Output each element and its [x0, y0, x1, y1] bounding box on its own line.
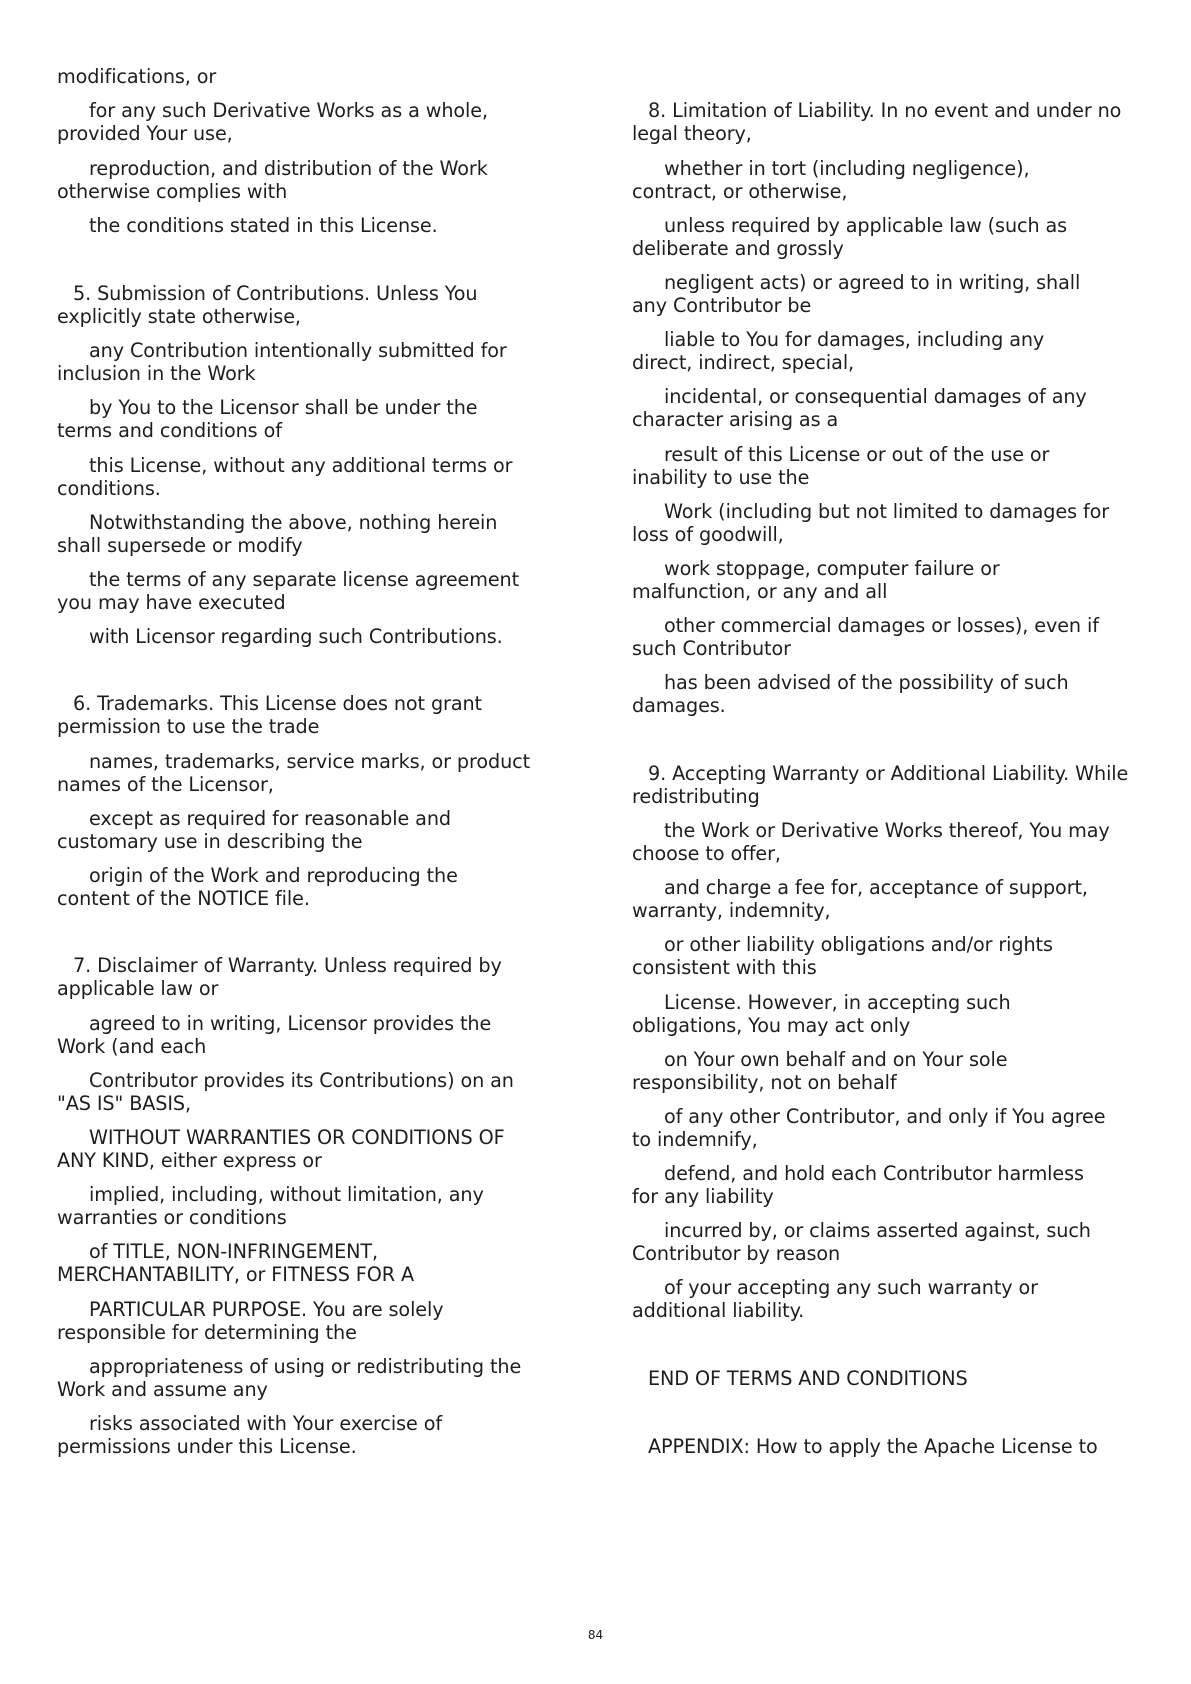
line-text: damages. — [632, 694, 726, 717]
right-text-line — [632, 270, 1080, 295]
line-text: Work (and each — [57, 1035, 207, 1058]
line-text: the terms of any separate license agreement — [89, 568, 520, 591]
line-text: the conditions stated in this License. — [89, 214, 438, 237]
line-text: deliberate and grossly — [632, 237, 844, 260]
line-text: "AS IS" BASIS, — [57, 1092, 191, 1115]
line-text: or other liability obligations and/or rights — [664, 933, 1053, 956]
line-text: except as required for reasonable and — [89, 807, 451, 830]
line-text: the Work or Derivative Works thereof, You may — [664, 819, 1110, 842]
left-text-line — [57, 1205, 287, 1230]
left-text-line — [57, 714, 319, 739]
right-text-line — [632, 579, 887, 604]
line-text: WITHOUT WARRANTIES OR CONDITIONS OF — [89, 1126, 505, 1149]
right-text-line — [632, 499, 1109, 524]
line-text: negligent acts) or agreed to in writing, shall — [664, 271, 1081, 294]
line-text: loss of goodwill, — [632, 523, 784, 546]
right-text-line — [632, 1184, 774, 1209]
right-text-line — [632, 1298, 804, 1323]
line-text: obligations, You may act only — [632, 1014, 911, 1037]
line-text: choose to offer, — [632, 842, 781, 865]
right-text-line — [632, 407, 838, 432]
left-text-line — [57, 1034, 206, 1059]
line-text: responsibility, not on behalf — [632, 1071, 897, 1094]
left-text-line — [57, 749, 530, 774]
left-text-line — [57, 863, 458, 888]
right-text-line — [632, 236, 844, 261]
left-text-line — [57, 1262, 414, 1287]
line-text: PARTICULAR PURPOSE. You are solely — [89, 1298, 444, 1321]
right-text-line — [632, 121, 752, 146]
line-text: responsible for determining the — [57, 1321, 357, 1344]
line-text: Work and assume any — [57, 1378, 268, 1401]
left-text-line — [57, 1182, 484, 1207]
right-text-line — [632, 384, 1087, 409]
line-text: such Contributor — [632, 637, 791, 660]
line-text: shall supersede or modify — [57, 534, 303, 557]
left-text-line — [57, 361, 256, 386]
line-text: 5. Submission of Contributions. Unless You — [73, 282, 478, 305]
line-text: content of the NOTICE file. — [57, 887, 310, 910]
right-text-line — [632, 1070, 897, 1095]
left-text-line — [57, 1011, 491, 1036]
line-text: incurred by, or claims asserted against, such — [664, 1219, 1091, 1242]
right-text-line — [632, 1013, 910, 1038]
line-text: applicable law or — [57, 977, 219, 1000]
right-text-line — [632, 841, 781, 866]
left-text-line — [57, 1354, 521, 1379]
line-text: defend, and hold each Contributor harmless — [664, 1162, 1084, 1185]
right-text-line — [632, 98, 1121, 123]
line-text: origin of the Work and reproducing the — [89, 864, 458, 887]
line-text: Notwithstanding the above, nothing herein — [89, 511, 498, 534]
right-text-line — [632, 1047, 1007, 1072]
line-text: for any such Derivative Works as a whole, — [89, 99, 488, 122]
line-text: has been advised of the possibility of such — [664, 671, 1069, 694]
left-text-line — [57, 1377, 268, 1402]
line-text: Contributor provides its Contributions) on an — [89, 1069, 514, 1092]
left-text-line — [57, 338, 507, 363]
line-text: character arising as a — [632, 408, 839, 431]
line-text: redistributing — [632, 785, 760, 808]
right-text-line — [632, 1161, 1084, 1186]
line-text: APPENDIX: How to apply the Apache License to — [648, 1435, 1098, 1458]
line-text: 8. Limitation of Liability. In no event and under no — [648, 99, 1122, 122]
line-text: otherwise complies with — [57, 180, 288, 203]
left-text-line — [57, 1091, 191, 1116]
left-text-line — [57, 395, 477, 420]
left-text-line — [57, 590, 286, 615]
right-text-line — [632, 670, 1069, 695]
right-text-line — [632, 1241, 840, 1266]
right-text-line — [632, 990, 1011, 1015]
left-text-line — [57, 121, 233, 146]
line-text: and charge a fee for, acceptance of support, — [664, 876, 1088, 899]
left-text-line — [57, 304, 301, 329]
line-text: on Your own behalf and on Your sole — [664, 1048, 1008, 1071]
line-text: END OF TERMS AND CONDITIONS — [648, 1367, 968, 1390]
left-text-line — [57, 1411, 442, 1436]
left-text-line — [57, 453, 512, 478]
line-text: malfunction, or any and all — [632, 580, 888, 603]
line-text: explicitly state otherwise, — [57, 305, 301, 328]
line-text: warranties or conditions — [57, 1206, 287, 1229]
line-text: additional liability. — [632, 1299, 805, 1322]
right-text-line — [632, 1127, 758, 1152]
line-text: this License, without any additional terms or — [89, 454, 513, 477]
right-text-line — [632, 556, 1000, 581]
right-text-line — [632, 1218, 1091, 1243]
left-text-line — [57, 1434, 357, 1459]
line-text: for any liability — [632, 1185, 774, 1208]
line-text: implied, including, without limitation, any — [89, 1183, 484, 1206]
line-text: Work (including but not limited to damages for — [664, 500, 1110, 523]
right-text-line — [632, 293, 811, 318]
left-text-line — [57, 1068, 514, 1093]
right-text-line — [632, 465, 809, 490]
left-text-line — [57, 772, 274, 797]
right-text-line — [632, 1366, 968, 1391]
line-text: terms and conditions of — [57, 419, 282, 442]
right-text-line — [632, 1104, 1105, 1129]
left-text-line — [57, 1320, 357, 1345]
line-text: appropriateness of using or redistributing the — [89, 1355, 522, 1378]
line-text: ANY KIND, either express or — [57, 1149, 322, 1172]
line-text: direct, indirect, special, — [632, 351, 855, 374]
line-text: customary use in describing the — [57, 830, 363, 853]
right-text-line — [632, 636, 791, 661]
line-text: License. However, in accepting such — [664, 991, 1011, 1014]
right-text-line — [632, 1434, 1098, 1459]
left-text-line — [57, 213, 438, 238]
right-text-line — [632, 898, 831, 923]
line-text: with Licensor regarding such Contributions. — [89, 625, 503, 648]
line-text: to indemnify, — [632, 1128, 758, 1151]
line-text: conditions. — [57, 477, 161, 500]
right-text-line — [632, 350, 854, 375]
line-text: whether in tort (including negligence), — [664, 157, 1030, 180]
left-text-line — [57, 533, 303, 558]
line-text: incidental, or consequential damages of any — [664, 385, 1087, 408]
line-text: MERCHANTABILITY, or FITNESS FOR A — [57, 1263, 414, 1286]
left-text-line — [57, 64, 216, 89]
line-text: warranty, indemnity, — [632, 899, 831, 922]
right-text-line — [632, 442, 1049, 467]
line-text: inclusion in the Work — [57, 362, 256, 385]
line-text: of your accepting any such warranty or — [664, 1276, 1038, 1299]
left-text-line — [57, 1148, 322, 1173]
right-text-line — [632, 875, 1088, 900]
line-text: permissions under this License. — [57, 1435, 357, 1458]
line-text: result of this License or out of the use or — [664, 443, 1050, 466]
left-text-line — [57, 1125, 505, 1150]
line-text: 6. Trademarks. This License does not grant — [73, 692, 482, 715]
right-text-line — [632, 213, 1067, 238]
right-text-line — [632, 613, 1099, 638]
right-text-line — [632, 955, 817, 980]
line-text: unless required by applicable law (such as — [664, 214, 1068, 237]
right-text-line — [632, 156, 1029, 181]
left-text-line — [57, 886, 310, 911]
line-text: names, trademarks, service marks, or product — [89, 750, 531, 773]
left-text-line — [57, 1239, 378, 1264]
left-text-line — [57, 1297, 444, 1322]
line-text: any Contributor be — [632, 294, 812, 317]
line-text: liable to You for damages, including any — [664, 328, 1045, 351]
line-text: modifications, or — [57, 65, 217, 88]
line-text: consistent with this — [632, 956, 817, 979]
page-number: 84 — [587, 1628, 604, 1642]
right-text-line — [632, 327, 1044, 352]
left-text-line — [57, 976, 218, 1001]
line-text: any Contribution intentionally submitted for — [89, 339, 507, 362]
line-text: provided Your use, — [57, 122, 233, 145]
left-text-line — [57, 806, 451, 831]
right-text-line — [632, 522, 784, 547]
line-text: of any other Contributor, and only if You agree — [664, 1105, 1106, 1128]
left-text-line — [57, 510, 497, 535]
line-text: 7. Disclaimer of Warranty. Unless required by — [73, 954, 502, 977]
left-text-line — [57, 829, 363, 854]
line-text: legal theory, — [632, 122, 752, 145]
right-text-line — [632, 179, 847, 204]
line-text: other commercial damages or losses), even if — [664, 614, 1099, 637]
left-text-line — [57, 281, 478, 306]
left-text-line — [57, 691, 482, 716]
line-text: risks associated with Your exercise of — [89, 1412, 443, 1435]
left-text-line — [57, 98, 488, 123]
line-text: by You to the Licensor shall be under the — [89, 396, 478, 419]
right-text-line — [632, 784, 760, 809]
right-text-line — [632, 818, 1110, 843]
line-text: you may have executed — [57, 591, 286, 614]
line-text: names of the Licensor, — [57, 773, 274, 796]
line-text: inability to use the — [632, 466, 810, 489]
line-text: Contributor by reason — [632, 1242, 841, 1265]
left-text-line — [57, 624, 503, 649]
right-text-line — [632, 761, 1128, 786]
right-text-line — [632, 932, 1053, 957]
line-text: permission to use the trade — [57, 715, 320, 738]
left-text-line — [57, 179, 287, 204]
left-text-line — [57, 567, 519, 592]
line-text: contract, or otherwise, — [632, 180, 848, 203]
left-text-line — [57, 418, 282, 443]
line-text: reproduction, and distribution of the Work — [89, 157, 488, 180]
left-text-line — [57, 156, 488, 181]
line-text: agreed to in writing, Licensor provides the — [89, 1012, 492, 1035]
line-text: of TITLE, NON-INFRINGEMENT, — [89, 1240, 378, 1263]
right-text-line — [632, 693, 726, 718]
line-text: work stoppage, computer failure or — [664, 557, 1000, 580]
line-text: 9. Accepting Warranty or Additional Liability. While — [648, 762, 1129, 785]
right-text-line — [632, 1275, 1038, 1300]
left-text-line — [57, 476, 161, 501]
left-text-line — [57, 953, 502, 978]
